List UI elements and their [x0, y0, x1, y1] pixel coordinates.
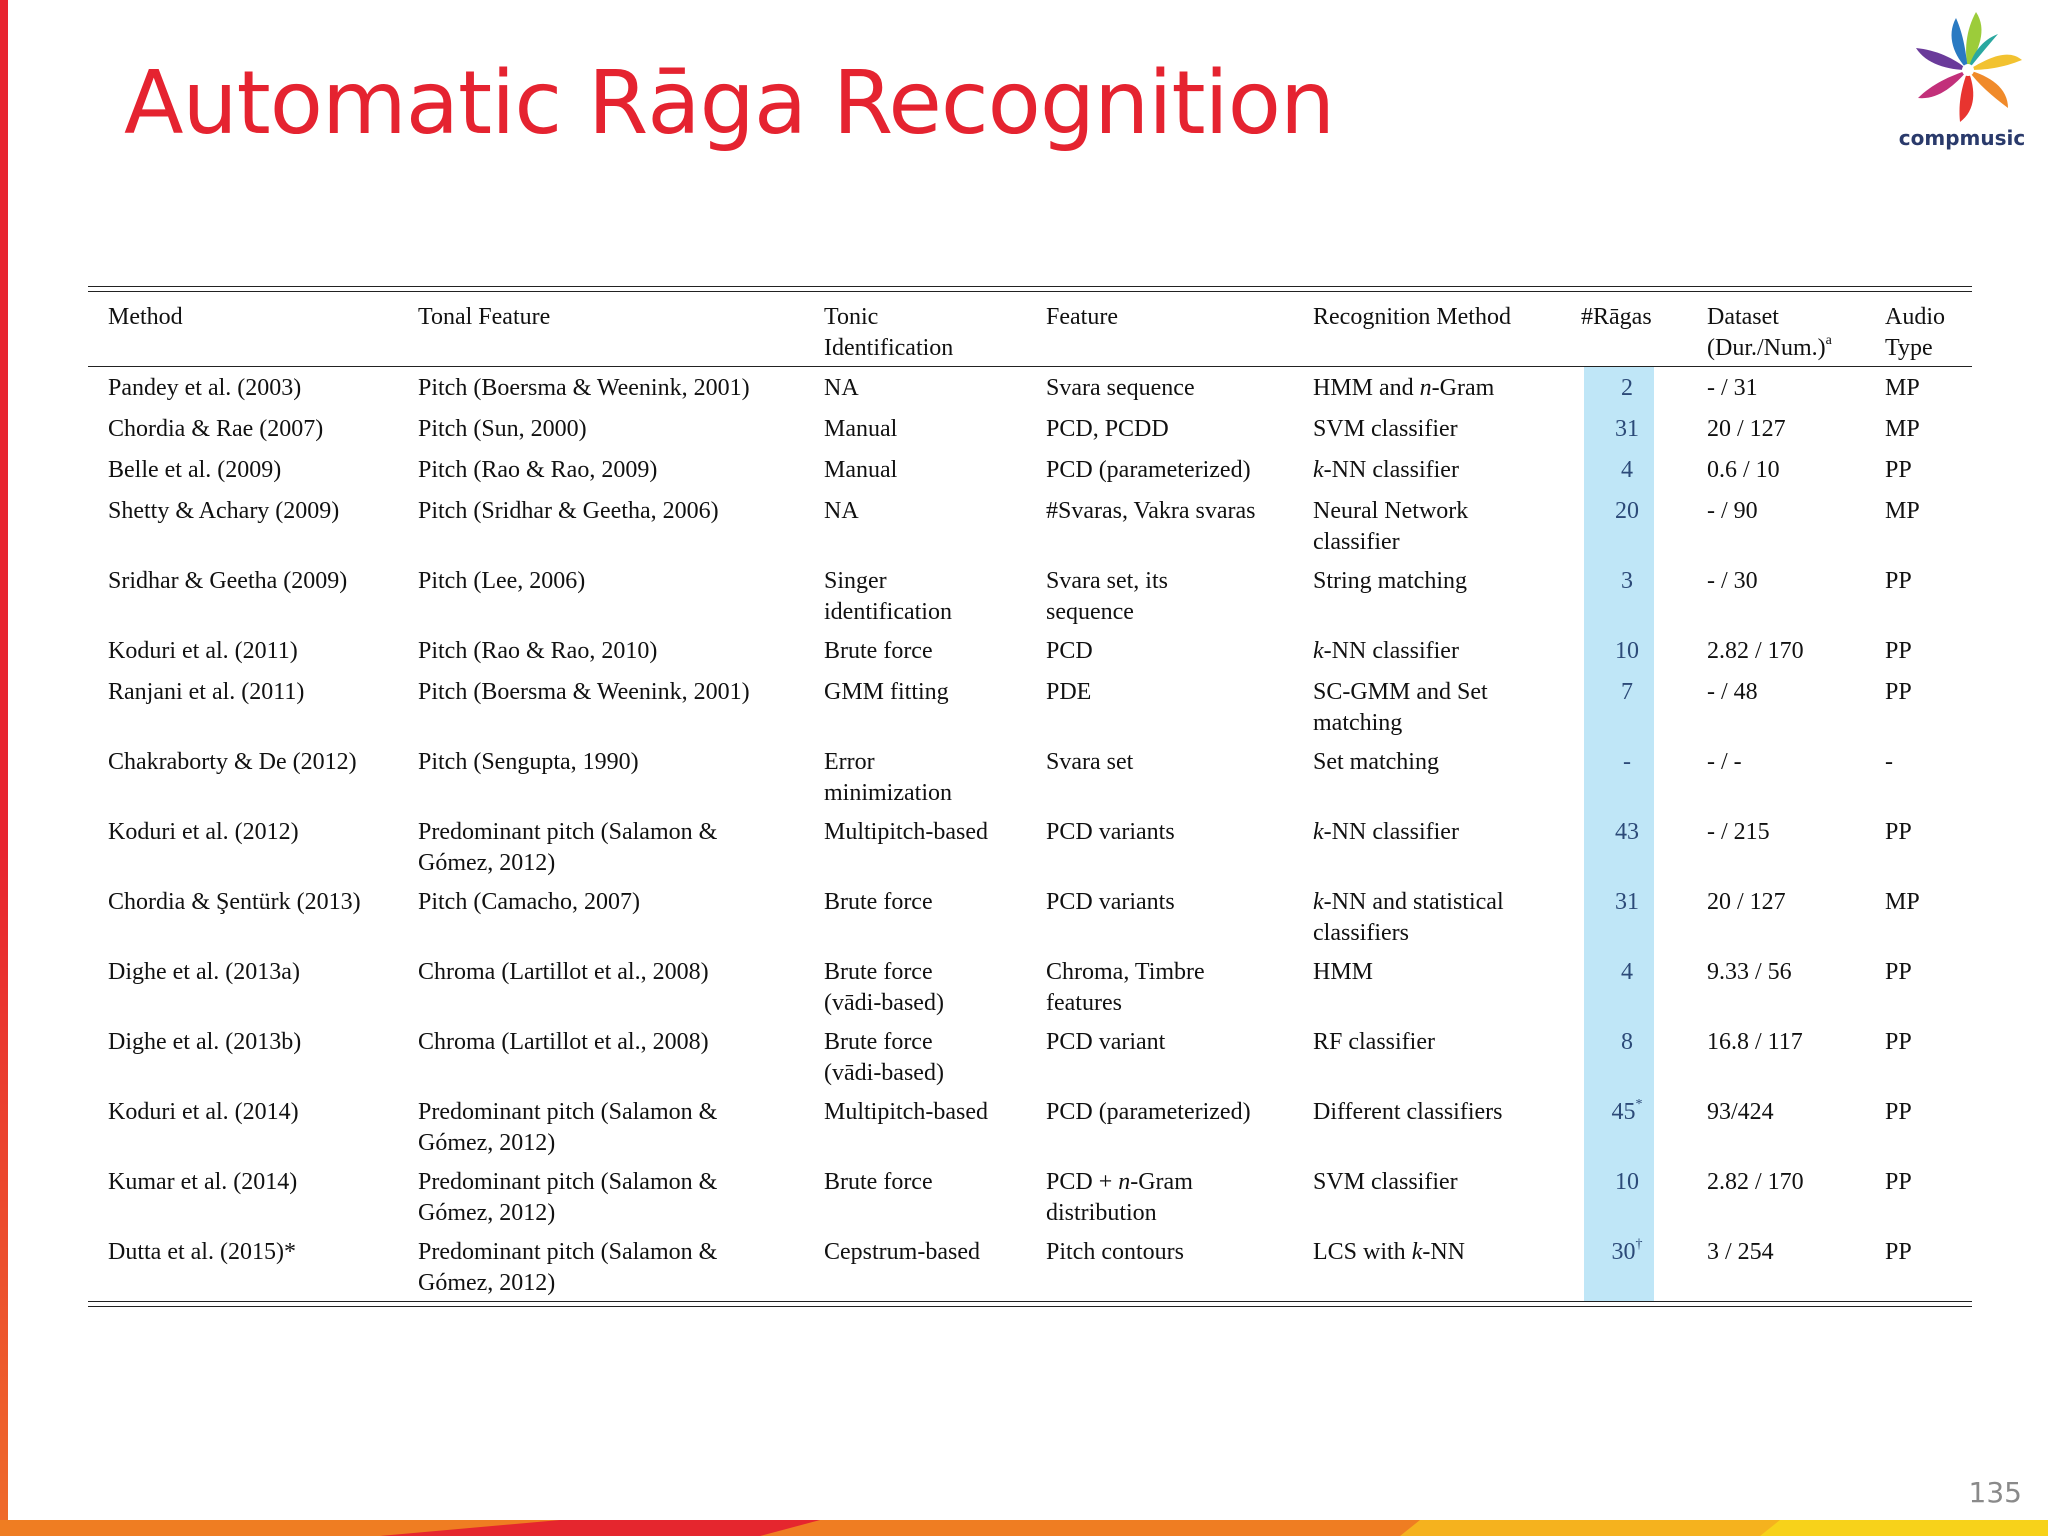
- cell-tonic-identification: [804, 1231, 1026, 1301]
- cell-audio-type-text: PP: [1885, 959, 1912, 985]
- cell-tonic-identification-line: Brute force: [824, 889, 933, 915]
- cell-recognition-method-line: k-NN classifier: [1313, 457, 1459, 483]
- cell-ragas-text: 30: [1611, 1239, 1636, 1265]
- cell-tonal-feature-line: Pitch (Sun, 2000): [418, 416, 587, 442]
- cell-feature-line: PCD variants: [1046, 889, 1175, 915]
- cell-dataset: [1687, 490, 1865, 560]
- cell-feature-line: Svara set: [1046, 749, 1134, 775]
- table-row: [88, 1231, 1972, 1301]
- cell-method-text: Chakraborty & De (2012): [108, 749, 357, 775]
- cell-feature: [1026, 671, 1293, 741]
- cell-dataset-text: 9.33 / 56: [1707, 959, 1792, 985]
- table-row: [88, 811, 1972, 881]
- cell-dataset: [1687, 408, 1865, 449]
- cell-tonic-identification-line: Brute force: [824, 959, 933, 985]
- cell-feature-line: PCD variant: [1046, 1029, 1166, 1055]
- cell-dataset: [1687, 741, 1865, 811]
- cell-dataset: [1687, 367, 1865, 408]
- ragas-footnote-mark: †: [1635, 1237, 1643, 1252]
- table-row: [88, 560, 1972, 630]
- cell-method-text: Dighe et al. (2013b): [108, 1029, 302, 1055]
- cell-ragas: [1567, 1161, 1687, 1231]
- cell-tonal-feature-line: Gómez, 2012): [418, 850, 556, 876]
- cell-tonic-identification-line: GMM fitting: [824, 679, 949, 705]
- cell-method-text: Koduri et al. (2014): [108, 1099, 299, 1125]
- cell-audio-type-text: PP: [1885, 1239, 1912, 1265]
- cell-recognition-method-line: Neural Network: [1313, 498, 1469, 524]
- cell-ragas: [1567, 408, 1687, 449]
- table-body: [88, 367, 1972, 1301]
- cell-audio-type: [1865, 449, 1972, 490]
- table-row: [88, 1161, 1972, 1231]
- cell-tonal-feature: [398, 1021, 804, 1091]
- cell-ragas: [1567, 811, 1687, 881]
- cell-dataset-text: 16.8 / 117: [1707, 1029, 1803, 1055]
- cell-audio-type: [1865, 560, 1972, 630]
- cell-method-text: Koduri et al. (2011): [108, 638, 298, 664]
- cell-method: [88, 741, 398, 811]
- cell-tonal-feature-line: Chroma (Lartillot et al., 2008): [418, 959, 709, 985]
- cell-method: [88, 367, 398, 408]
- cell-recognition-method-line: k-NN and statistical: [1313, 889, 1504, 915]
- cell-dataset-text: - / 215: [1707, 819, 1770, 845]
- cell-feature-line: PCD (parameterized): [1046, 457, 1251, 483]
- cell-method-text: Dutta et al. (2015)*: [108, 1239, 296, 1265]
- cell-dataset: [1687, 630, 1865, 671]
- cell-method: [88, 671, 398, 741]
- cell-audio-type: [1865, 490, 1972, 560]
- cell-feature-line: Svara set, its: [1046, 568, 1168, 594]
- cell-audio-type-text: PP: [1885, 457, 1912, 483]
- cell-tonal-feature: [398, 811, 804, 881]
- cell-tonal-feature-line: Pitch (Boersma & Weenink, 2001): [418, 375, 750, 401]
- table-bottom-rule: [88, 1301, 1972, 1307]
- cell-recognition-method-line: SVM classifier: [1313, 416, 1458, 442]
- cell-method: [88, 490, 398, 560]
- cell-recognition-method-line: k-NN classifier: [1313, 638, 1459, 664]
- cell-feature: [1026, 1091, 1293, 1161]
- cell-tonal-feature: [398, 560, 804, 630]
- cell-audio-type: [1865, 1021, 1972, 1091]
- header-method: Method: [108, 304, 183, 330]
- cell-tonal-feature: [398, 741, 804, 811]
- cell-audio-type-text: MP: [1885, 375, 1920, 401]
- cell-dataset-text: 20 / 127: [1707, 416, 1786, 442]
- cell-audio-type: [1865, 630, 1972, 671]
- cell-recognition-method-line: k-NN classifier: [1313, 819, 1459, 845]
- cell-recognition-method: [1293, 1021, 1567, 1091]
- cell-feature: [1026, 951, 1293, 1021]
- cell-dataset-text: 0.6 / 10: [1707, 457, 1780, 483]
- cell-recognition-method: [1293, 630, 1567, 671]
- cell-method: [88, 1161, 398, 1231]
- cell-recognition-method-line: Different classifiers: [1313, 1099, 1503, 1125]
- ragas-footnote-mark: *: [1635, 1097, 1643, 1112]
- cell-dataset: [1687, 1231, 1865, 1301]
- cell-feature: [1026, 630, 1293, 671]
- cell-feature: [1026, 1021, 1293, 1091]
- table-row: [88, 1021, 1972, 1091]
- cell-audio-type-text: PP: [1885, 1099, 1912, 1125]
- cell-ragas: [1567, 560, 1687, 630]
- cell-tonal-feature-line: Pitch (Rao & Rao, 2009): [418, 457, 658, 483]
- cell-method-text: Chordia & Şentürk (2013): [108, 889, 361, 915]
- table-row: [88, 1091, 1972, 1161]
- cell-tonic-identification-line: Cepstrum-based: [824, 1239, 980, 1265]
- cell-recognition-method-line: RF classifier: [1313, 1029, 1435, 1055]
- cell-method: [88, 630, 398, 671]
- cell-ragas-text: 10: [1615, 1169, 1639, 1195]
- cell-tonic-identification-line: minimization: [824, 780, 952, 806]
- cell-feature: [1026, 449, 1293, 490]
- cell-feature-line: Chroma, Timbre: [1046, 959, 1205, 985]
- cell-feature-line: PCD + n-Gram: [1046, 1169, 1193, 1195]
- cell-audio-type: [1865, 408, 1972, 449]
- left-accent-stripe: [0, 0, 8, 1536]
- header-tonic-identification: Tonic Identification: [824, 304, 954, 361]
- cell-ragas: [1567, 490, 1687, 560]
- cell-recognition-method-line: Set matching: [1313, 749, 1439, 775]
- cell-recognition-method-line: classifier: [1313, 529, 1400, 555]
- cell-audio-type-text: MP: [1885, 889, 1920, 915]
- cell-tonal-feature-line: Predominant pitch (Salamon &: [418, 1169, 718, 1195]
- cell-ragas: [1567, 881, 1687, 951]
- header-tonal-feature: Tonal Feature: [418, 304, 551, 330]
- cell-tonic-identification-line: Multipitch-based: [824, 1099, 988, 1125]
- cell-method: [88, 881, 398, 951]
- cell-audio-type: [1865, 811, 1972, 881]
- cell-dataset-text: 3 / 254: [1707, 1239, 1774, 1265]
- cell-recognition-method-line: matching: [1313, 710, 1403, 736]
- table-row: [88, 367, 1972, 408]
- cell-tonal-feature-line: Predominant pitch (Salamon &: [418, 1099, 718, 1125]
- cell-feature-line: sequence: [1046, 599, 1134, 625]
- cell-tonic-identification: [804, 367, 1026, 408]
- cell-method: [88, 1091, 398, 1161]
- cell-feature-line: PCD: [1046, 638, 1093, 664]
- cell-feature-line: distribution: [1046, 1200, 1157, 1226]
- cell-ragas-text: 31: [1615, 889, 1639, 915]
- table-row: [88, 741, 1972, 811]
- cell-ragas-text: 43: [1615, 819, 1639, 845]
- cell-method-text: Shetty & Achary (2009): [108, 498, 340, 524]
- cell-tonal-feature: [398, 630, 804, 671]
- cell-tonal-feature-line: Gómez, 2012): [418, 1270, 556, 1296]
- cell-tonic-identification: [804, 951, 1026, 1021]
- cell-audio-type-text: PP: [1885, 679, 1912, 705]
- cell-method: [88, 560, 398, 630]
- cell-method-text: Dighe et al. (2013a): [108, 959, 300, 985]
- cell-dataset: [1687, 1161, 1865, 1231]
- cell-tonal-feature-line: Pitch (Rao & Rao, 2010): [418, 638, 658, 664]
- cell-recognition-method-line: SC-GMM and Set: [1313, 679, 1488, 705]
- cell-dataset: [1687, 671, 1865, 741]
- table-row: [88, 490, 1972, 560]
- cell-ragas-text: 7: [1621, 679, 1633, 705]
- cell-feature: [1026, 1231, 1293, 1301]
- cell-tonic-identification-line: Singer: [824, 568, 887, 594]
- compmusic-logo: [1896, 8, 2028, 156]
- cell-dataset-text: - / 48: [1707, 679, 1758, 705]
- cell-audio-type: [1865, 671, 1972, 741]
- cell-dataset: [1687, 811, 1865, 881]
- cell-audio-type-text: PP: [1885, 638, 1912, 664]
- cell-tonic-identification: [804, 811, 1026, 881]
- cell-dataset: [1687, 881, 1865, 951]
- cell-tonic-identification: [804, 1161, 1026, 1231]
- cell-tonic-identification-line: NA: [824, 498, 859, 524]
- cell-feature: [1026, 490, 1293, 560]
- cell-recognition-method-line: String matching: [1313, 568, 1467, 594]
- cell-ragas: [1567, 741, 1687, 811]
- cell-feature-line: #Svaras, Vakra svaras: [1046, 498, 1256, 524]
- table-row: [88, 881, 1972, 951]
- cell-feature: [1026, 408, 1293, 449]
- cell-tonal-feature: [398, 490, 804, 560]
- header-feature: Feature: [1046, 304, 1118, 330]
- table-row: [88, 408, 1972, 449]
- cell-audio-type: [1865, 1091, 1972, 1161]
- table-row: [88, 671, 1972, 741]
- cell-tonic-identification-line: Manual: [824, 416, 898, 442]
- cell-method: [88, 1021, 398, 1091]
- cell-method-text: Pandey et al. (2003): [108, 375, 302, 401]
- cell-tonic-identification-line: identification: [824, 599, 952, 625]
- cell-tonal-feature-line: Gómez, 2012): [418, 1130, 556, 1156]
- header-recognition-method: Recognition Method: [1313, 304, 1511, 330]
- cell-audio-type-text: -: [1885, 749, 1893, 775]
- table-row: [88, 630, 1972, 671]
- cell-audio-type-text: PP: [1885, 819, 1912, 845]
- cell-tonal-feature: [398, 449, 804, 490]
- table-header-row: [88, 292, 1972, 366]
- cell-dataset-text: 93/424: [1707, 1099, 1774, 1125]
- cell-method: [88, 1231, 398, 1301]
- cell-tonic-identification: [804, 1091, 1026, 1161]
- cell-ragas: [1567, 1231, 1687, 1301]
- cell-recognition-method: [1293, 408, 1567, 449]
- cell-audio-type: [1865, 741, 1972, 811]
- cell-audio-type-text: PP: [1885, 1169, 1912, 1195]
- cell-recognition-method-line: HMM: [1313, 959, 1374, 985]
- cell-dataset-text: 20 / 127: [1707, 889, 1786, 915]
- cell-method-text: Ranjani et al. (2011): [108, 679, 305, 705]
- cell-tonal-feature: [398, 367, 804, 408]
- cell-tonic-identification-line: Multipitch-based: [824, 819, 988, 845]
- cell-tonic-identification: [804, 1021, 1026, 1091]
- cell-tonal-feature: [398, 881, 804, 951]
- cell-recognition-method: [1293, 1161, 1567, 1231]
- cell-ragas-text: -: [1623, 749, 1631, 775]
- cell-audio-type: [1865, 1161, 1972, 1231]
- cell-ragas-text: 10: [1615, 638, 1639, 664]
- raga-recognition-table: [88, 286, 1972, 1307]
- header-ragas: #Rāgas: [1581, 304, 1652, 330]
- cell-method-text: Belle et al. (2009): [108, 457, 282, 483]
- cell-recognition-method: [1293, 1231, 1567, 1301]
- table-row: [88, 449, 1972, 490]
- cell-tonic-identification: [804, 671, 1026, 741]
- cell-tonal-feature-line: Gómez, 2012): [418, 1200, 556, 1226]
- cell-tonic-identification: [804, 881, 1026, 951]
- cell-dataset-text: - / 90: [1707, 498, 1758, 524]
- cell-ragas: [1567, 1091, 1687, 1161]
- cell-feature-line: PCD, PCDD: [1046, 416, 1169, 442]
- cell-recognition-method: [1293, 367, 1567, 408]
- cell-ragas-text: 8: [1621, 1029, 1633, 1055]
- cell-tonal-feature-line: Predominant pitch (Salamon &: [418, 819, 718, 845]
- cell-feature: [1026, 811, 1293, 881]
- cell-audio-type-text: MP: [1885, 416, 1920, 442]
- cell-dataset-text: 2.82 / 170: [1707, 638, 1804, 664]
- table-row: [88, 951, 1972, 1021]
- cell-recognition-method-line: classifiers: [1313, 920, 1409, 946]
- cell-dataset: [1687, 560, 1865, 630]
- cell-recognition-method: [1293, 811, 1567, 881]
- cell-ragas: [1567, 367, 1687, 408]
- cell-dataset: [1687, 1021, 1865, 1091]
- cell-tonic-identification-line: Brute force: [824, 1029, 933, 1055]
- cell-tonic-identification-line: NA: [824, 375, 859, 401]
- cell-method: [88, 449, 398, 490]
- cell-feature: [1026, 881, 1293, 951]
- cell-tonal-feature: [398, 1231, 804, 1301]
- cell-feature-line: Svara sequence: [1046, 375, 1195, 401]
- cell-dataset-text: 2.82 / 170: [1707, 1169, 1804, 1195]
- header-audio-type: Audio Type: [1885, 304, 1945, 361]
- cell-recognition-method: [1293, 671, 1567, 741]
- cell-tonal-feature-line: Predominant pitch (Salamon &: [418, 1239, 718, 1265]
- cell-recognition-method: [1293, 951, 1567, 1021]
- cell-dataset: [1687, 1091, 1865, 1161]
- cell-method-text: Koduri et al. (2012): [108, 819, 299, 845]
- bottom-bar-shape: [0, 1520, 2048, 1536]
- cell-tonic-identification: [804, 560, 1026, 630]
- cell-feature: [1026, 560, 1293, 630]
- cell-audio-type: [1865, 1231, 1972, 1301]
- cell-ragas-text: 4: [1621, 959, 1633, 985]
- cell-tonic-identification: [804, 490, 1026, 560]
- cell-tonal-feature-line: Pitch (Camacho, 2007): [418, 889, 640, 915]
- cell-ragas-text: 4: [1621, 457, 1633, 483]
- cell-tonic-identification-line: (vādi-based): [824, 1060, 944, 1086]
- cell-ragas: [1567, 671, 1687, 741]
- cell-tonal-feature-line: Pitch (Sridhar & Geetha, 2006): [418, 498, 719, 524]
- cell-recognition-method: [1293, 1091, 1567, 1161]
- cell-dataset-text: - / 30: [1707, 568, 1758, 594]
- cell-method: [88, 951, 398, 1021]
- cell-tonal-feature: [398, 1091, 804, 1161]
- cell-feature: [1026, 367, 1293, 408]
- page-number: 135: [1968, 1476, 2022, 1509]
- cell-tonic-identification: [804, 449, 1026, 490]
- cell-ragas-text: 20: [1615, 498, 1639, 524]
- cell-recognition-method: [1293, 449, 1567, 490]
- cell-feature-line: PCD variants: [1046, 819, 1175, 845]
- header-dataset: Dataset $(Dur./Num.)^a$: [1707, 304, 1832, 361]
- cell-method: [88, 811, 398, 881]
- cell-audio-type: [1865, 951, 1972, 1021]
- cell-tonal-feature-line: Pitch (Sengupta, 1990): [418, 749, 639, 775]
- cell-tonal-feature-line: Chroma (Lartillot et al., 2008): [418, 1029, 709, 1055]
- cell-feature: [1026, 741, 1293, 811]
- cell-method-text: Kumar et al. (2014): [108, 1169, 298, 1195]
- cell-tonal-feature-line: Pitch (Boersma & Weenink, 2001): [418, 679, 750, 705]
- cell-ragas-text: 31: [1615, 416, 1639, 442]
- cell-method-text: Chordia & Rae (2007): [108, 416, 324, 442]
- cell-ragas-text: 2: [1621, 375, 1633, 401]
- cell-feature-line: PCD (parameterized): [1046, 1099, 1251, 1125]
- cell-tonal-feature: [398, 1161, 804, 1231]
- cell-tonal-feature: [398, 671, 804, 741]
- cell-audio-type-text: PP: [1885, 568, 1912, 594]
- cell-recognition-method: [1293, 881, 1567, 951]
- cell-recognition-method: [1293, 560, 1567, 630]
- cell-method-text: Sridhar & Geetha (2009): [108, 568, 348, 594]
- cell-tonic-identification: [804, 408, 1026, 449]
- cell-tonic-identification-line: (vādi-based): [824, 990, 944, 1016]
- bottom-accent-bar: [0, 1520, 2048, 1536]
- cell-ragas: [1567, 630, 1687, 671]
- cell-tonal-feature: [398, 408, 804, 449]
- cell-audio-type: [1865, 367, 1972, 408]
- logo-text: compmusic: [1898, 126, 2026, 150]
- cell-recognition-method-line: HMM and n-Gram: [1313, 375, 1495, 401]
- cell-ragas: [1567, 951, 1687, 1021]
- cell-feature-line: features: [1046, 990, 1122, 1016]
- cell-dataset: [1687, 449, 1865, 490]
- cell-ragas-text: 3: [1621, 568, 1633, 594]
- cell-dataset-text: - / 31: [1707, 375, 1758, 401]
- cell-recognition-method: [1293, 741, 1567, 811]
- cell-tonic-identification-line: Brute force: [824, 638, 933, 664]
- cell-tonal-feature: [398, 951, 804, 1021]
- cell-recognition-method: [1293, 490, 1567, 560]
- cell-ragas: [1567, 449, 1687, 490]
- pinwheel-logo-icon: [1896, 8, 2028, 126]
- cell-recognition-method-line: LCS with k-NN: [1313, 1239, 1465, 1265]
- cell-audio-type: [1865, 881, 1972, 951]
- cell-feature-line: PDE: [1046, 679, 1092, 705]
- cell-tonic-identification-line: Manual: [824, 457, 898, 483]
- cell-feature-line: Pitch contours: [1046, 1239, 1184, 1265]
- cell-audio-type-text: PP: [1885, 1029, 1912, 1055]
- cell-dataset: [1687, 951, 1865, 1021]
- cell-tonal-feature-line: Pitch (Lee, 2006): [418, 568, 586, 594]
- cell-dataset-text: - / -: [1707, 749, 1742, 775]
- cell-audio-type-text: MP: [1885, 498, 1920, 524]
- cell-tonic-identification-line: Error: [824, 749, 875, 775]
- cell-method: [88, 408, 398, 449]
- cell-tonic-identification: [804, 741, 1026, 811]
- slide-title: Automatic Rāga Recognition: [124, 52, 1335, 154]
- cell-ragas-text: 45: [1611, 1099, 1636, 1125]
- cell-ragas: [1567, 1021, 1687, 1091]
- cell-feature: [1026, 1161, 1293, 1231]
- cell-tonic-identification: [804, 630, 1026, 671]
- cell-tonic-identification-line: Brute force: [824, 1169, 933, 1195]
- cell-recognition-method-line: SVM classifier: [1313, 1169, 1458, 1195]
